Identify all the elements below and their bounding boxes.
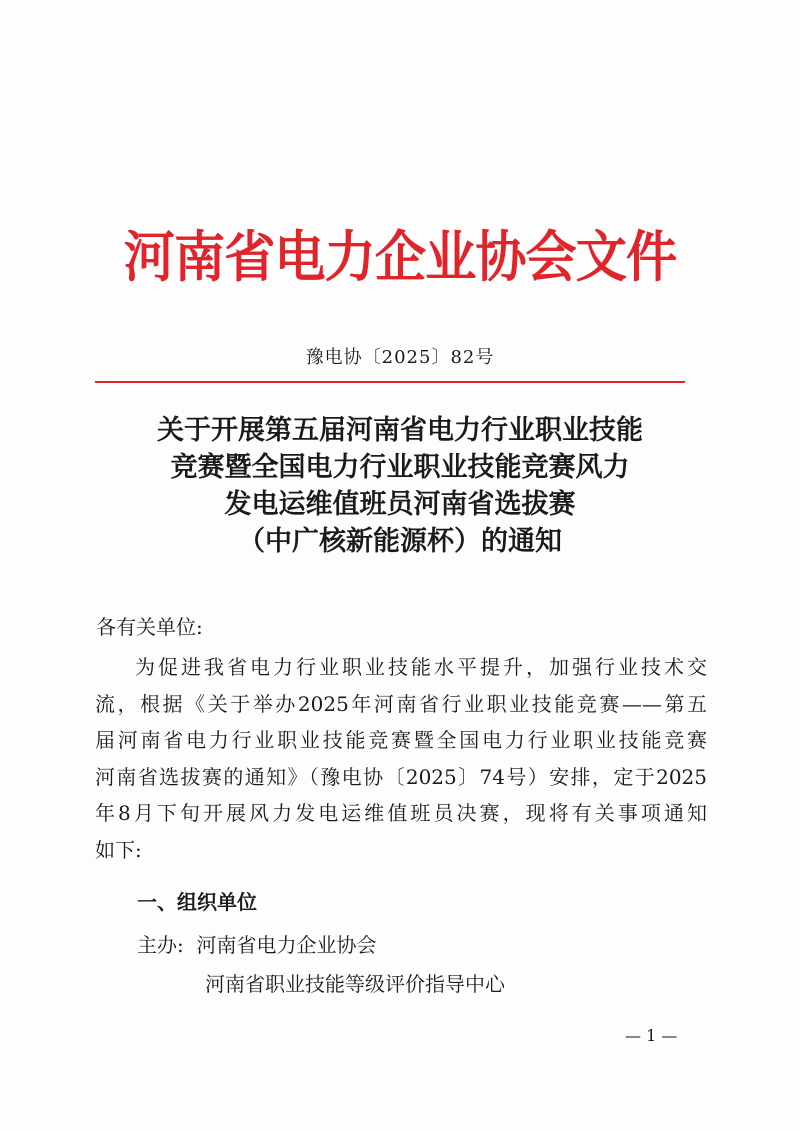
org-header-title: 河南省电力企业协会文件	[123, 224, 677, 289]
notice-title	[0, 412, 800, 560]
paragraph-line: 年8月下旬开展风力发电运维值班员决赛，现将有关事项通知	[95, 801, 707, 825]
notice-title-line: 发电运维值班员河南省选拔赛	[224, 489, 576, 520]
paragraph-line: 为促进我省电力行业职业技能水平提升，加强行业技术交	[135, 655, 707, 679]
red-divider-line	[95, 381, 685, 383]
paragraph-line: 河南省选拔赛的通知》（豫电协〔2025〕74号）安排，定于2025	[95, 764, 707, 789]
page-number: — 1 —	[625, 1026, 678, 1045]
paragraph-line: 流，根据《关于举办2025年河南省行业职业技能竞赛——第五	[95, 691, 707, 716]
paragraph-line: 如下:	[95, 837, 142, 862]
document-number: 豫电协〔2025〕82号	[305, 347, 495, 368]
body-paragraph	[95, 649, 707, 868]
salutation: 各有关单位:	[96, 615, 203, 639]
notice-title-line: 关于开展第五届河南省电力行业职业技能	[157, 415, 643, 446]
paragraph-line: 届河南省电力行业职业技能竞赛暨全国电力行业职业技能竞赛	[95, 728, 707, 752]
section-heading: 一、组织单位	[137, 890, 257, 914]
notice-title-line: （中广核新能源杯）的通知	[238, 526, 562, 557]
host-row	[137, 931, 376, 959]
host-organization-2: 河南省职业技能等级评价指导中心	[205, 972, 505, 996]
notice-title-line: 竞赛暨全国电力行业职业技能竞赛风力	[170, 452, 630, 483]
host-organization: 河南省电力企业协会	[196, 933, 377, 957]
host-label: 主办:	[137, 933, 184, 957]
